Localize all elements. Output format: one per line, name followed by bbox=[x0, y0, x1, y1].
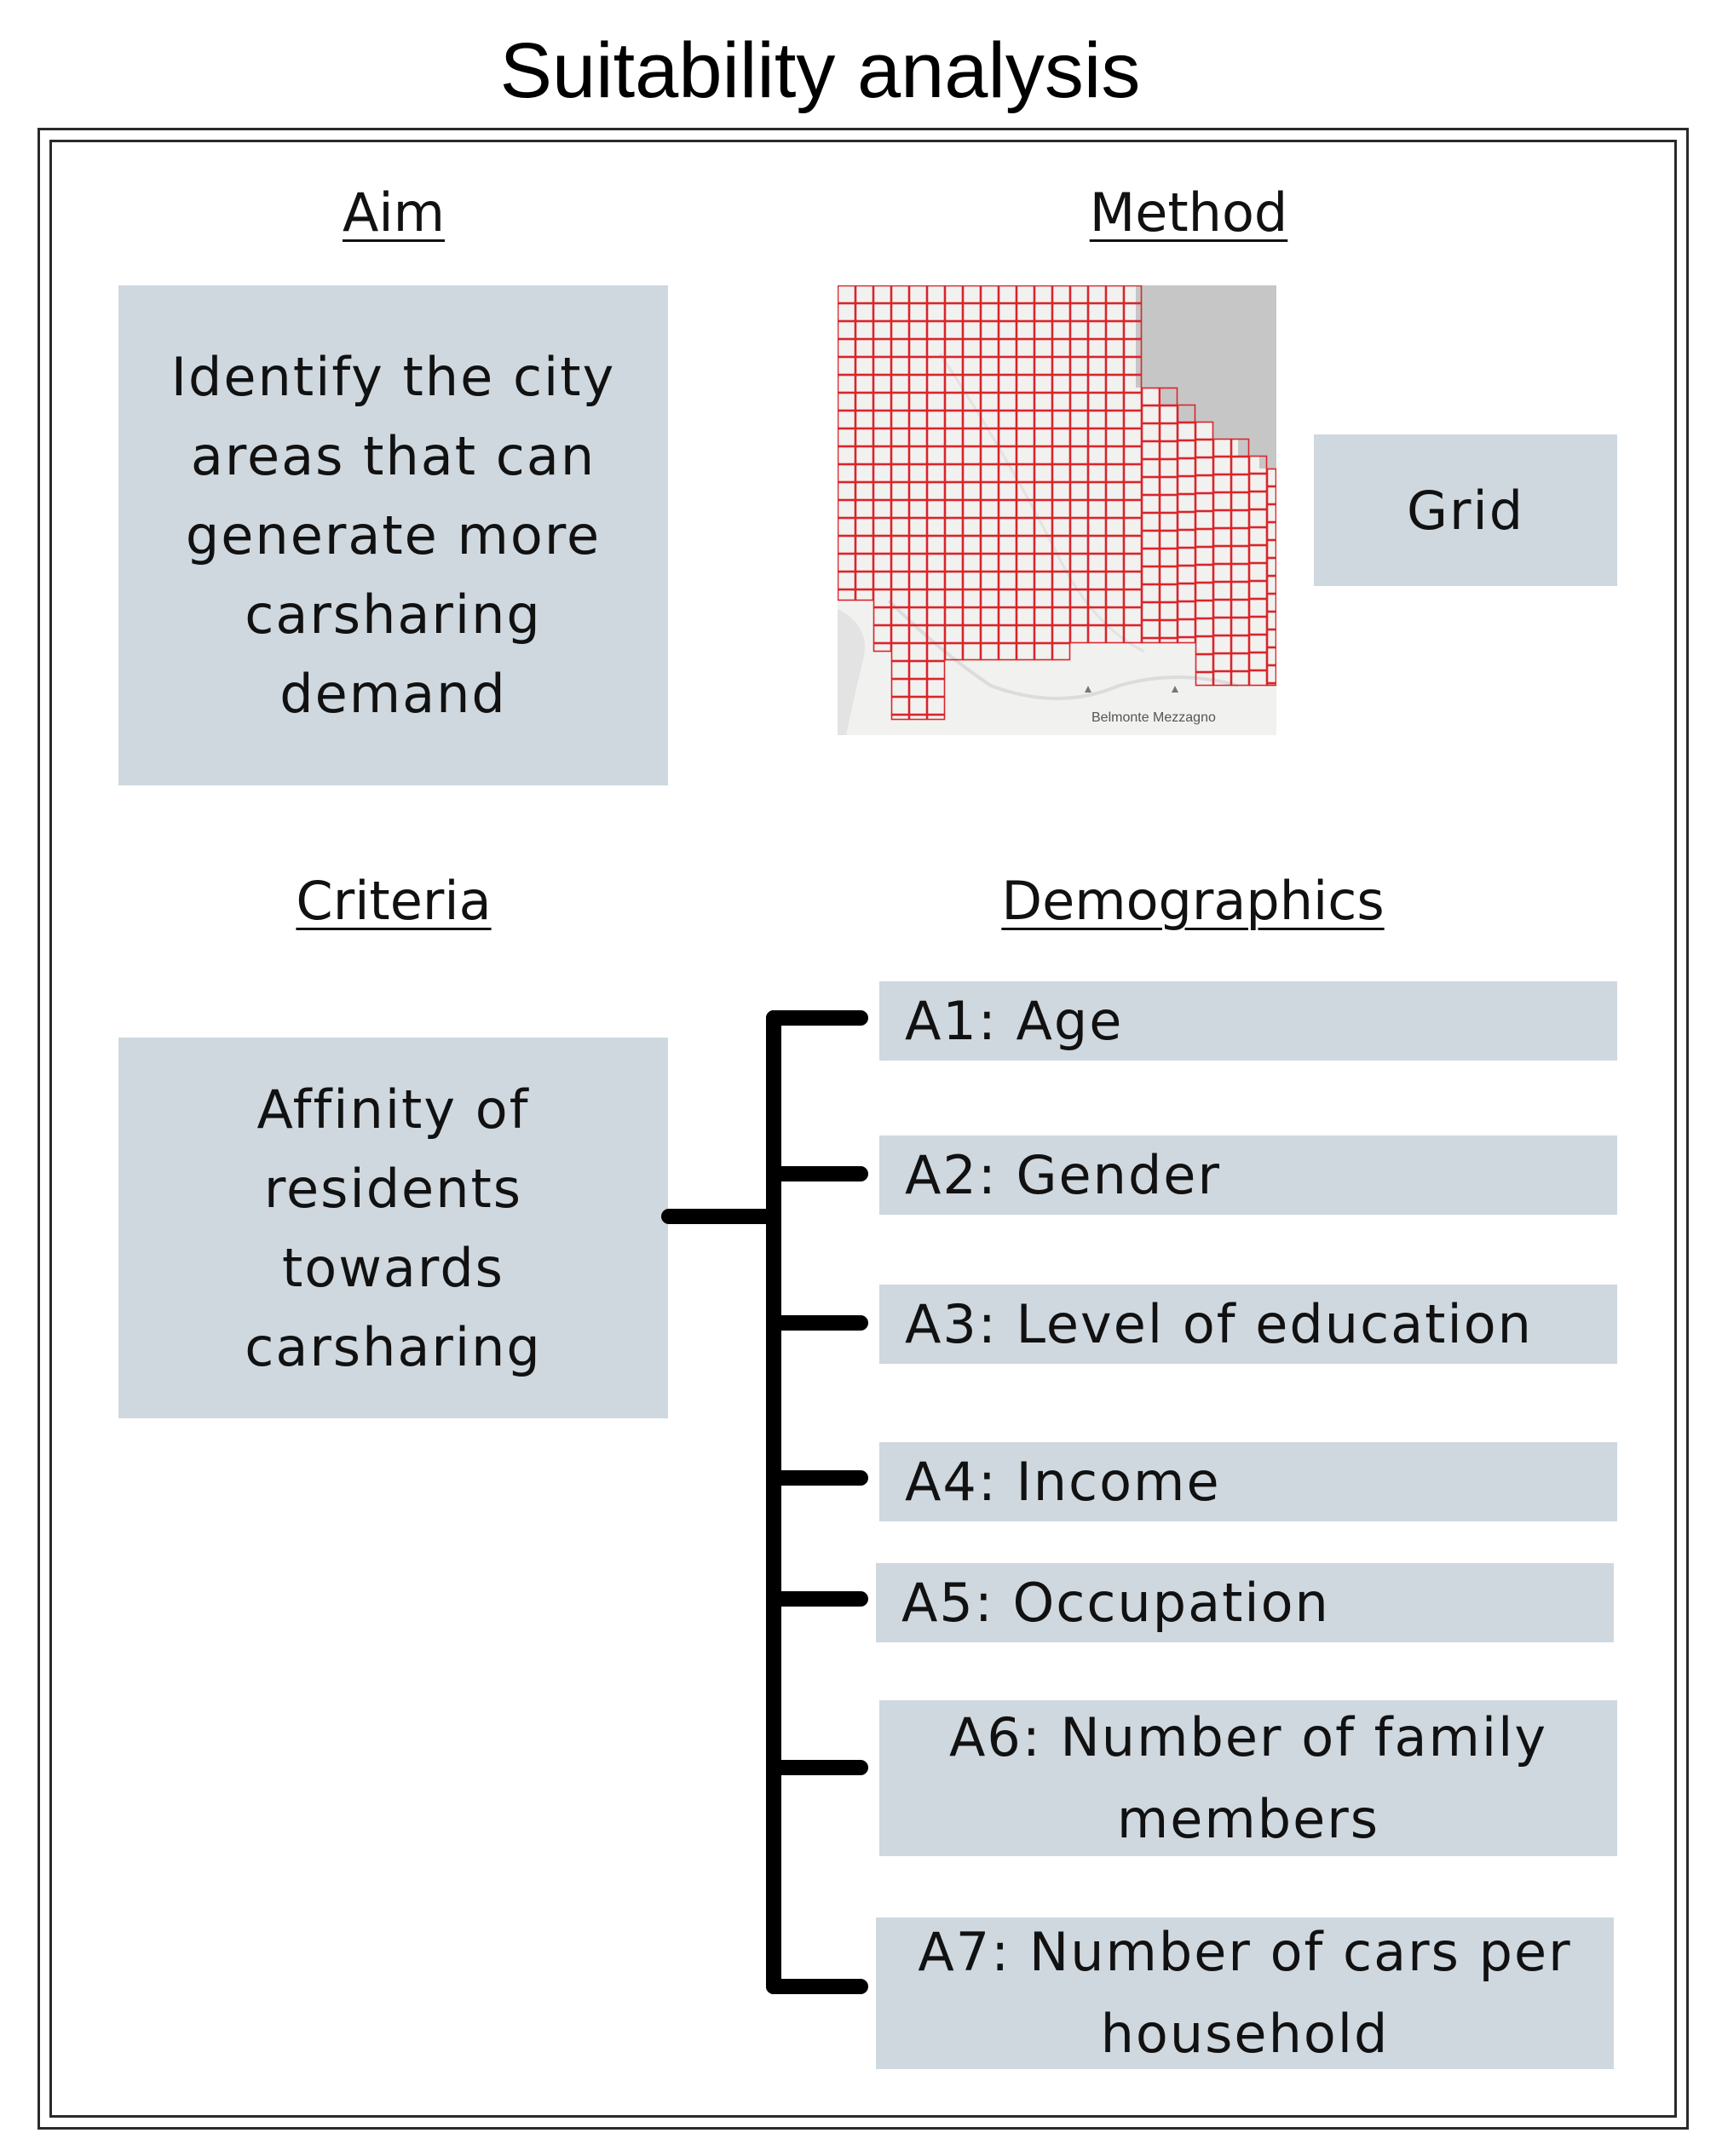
demographic-item-a6 bbox=[879, 1700, 1617, 1856]
demographic-label: A5: Occupation bbox=[901, 1571, 1330, 1634]
demographic-item-a3 bbox=[879, 1285, 1617, 1364]
demographic-item-a1 bbox=[879, 981, 1617, 1061]
demographic-line: members bbox=[1116, 1787, 1380, 1850]
aim-text bbox=[171, 337, 616, 733]
method-grid-box bbox=[1314, 434, 1617, 586]
aim-line: Identify the city bbox=[170, 346, 616, 408]
criteria-line: residents bbox=[263, 1157, 523, 1220]
criteria-line: Affinity of bbox=[256, 1078, 530, 1141]
criteria-heading: Criteria bbox=[296, 870, 492, 932]
demographic-label bbox=[905, 1697, 1617, 1860]
diagram-title: Suitability analysis bbox=[499, 27, 1141, 114]
grid-map-image bbox=[838, 285, 1276, 735]
demographic-line: A6: Number of family bbox=[948, 1705, 1548, 1768]
demographic-item-a4 bbox=[879, 1442, 1617, 1521]
criteria-line: towards bbox=[281, 1236, 504, 1299]
demographic-item-a5 bbox=[876, 1563, 1614, 1642]
demographic-label: A1: Age bbox=[905, 989, 1124, 1052]
demographic-label bbox=[901, 1912, 1614, 2075]
method-heading: Method bbox=[1089, 181, 1288, 244]
aim-line: generate more bbox=[185, 504, 602, 566]
aim-line: areas that can bbox=[190, 425, 596, 487]
demographic-label: A2: Gender bbox=[905, 1143, 1221, 1206]
aim-line: carsharing bbox=[245, 584, 542, 646]
method-grid-label: Grid bbox=[1406, 479, 1525, 542]
demographics-heading: Demographics bbox=[1001, 870, 1385, 932]
map-place-label: Belmonte Mezzagno bbox=[1091, 710, 1216, 725]
demographic-item-a2 bbox=[879, 1135, 1617, 1215]
criteria-box bbox=[118, 1038, 668, 1418]
aim-heading: Aim bbox=[342, 181, 446, 244]
demographic-item-a7 bbox=[876, 1917, 1614, 2069]
aim-line: demand bbox=[279, 663, 507, 725]
aim-box bbox=[118, 285, 668, 785]
criteria-text bbox=[245, 1070, 542, 1387]
demographic-line: A7: Number of cars per bbox=[918, 1921, 1572, 1983]
criteria-line: carsharing bbox=[245, 1315, 542, 1378]
demographic-label: A4: Income bbox=[905, 1450, 1221, 1513]
demographic-line: household bbox=[1100, 2003, 1390, 2065]
demographic-label: A3: Level of education bbox=[905, 1292, 1533, 1355]
